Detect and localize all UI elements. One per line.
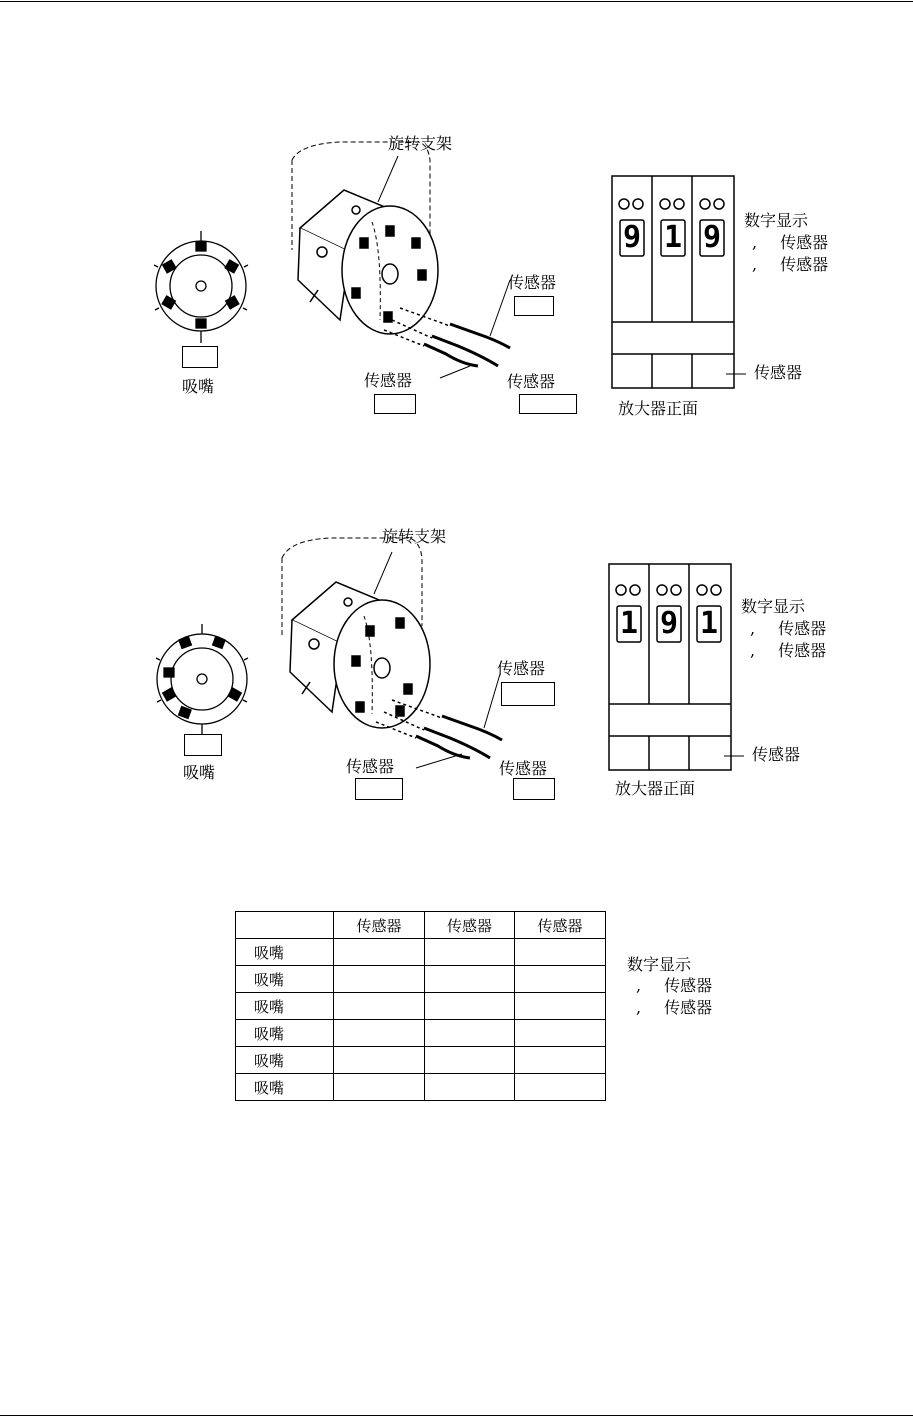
digit-display-1: 1 — [620, 606, 639, 641]
digit-display-2: 9 — [660, 606, 679, 641]
display-line-1: , 传感器 — [750, 619, 827, 638]
digital-display-label: 数字显示 — [744, 211, 809, 230]
display-line-2: , 传感器 — [752, 255, 829, 274]
row-label: 吸嘴 — [236, 939, 334, 966]
table-cell — [334, 939, 425, 966]
sensor-top-box — [514, 296, 554, 316]
table-cell — [425, 939, 515, 966]
table-header-cell: 传感器 — [334, 912, 425, 939]
table-cell — [425, 993, 515, 1020]
nozzle-disk — [154, 231, 248, 343]
sensor-right-label: 传感器 — [499, 759, 548, 778]
amp-sensor-label: 传感器 — [754, 363, 803, 382]
figure-2 — [0, 516, 913, 836]
bottom-rule — [0, 1415, 913, 1416]
amplifier-front — [609, 564, 744, 770]
table-cell — [425, 1047, 515, 1074]
table-cell — [515, 1047, 606, 1074]
table-header-row — [236, 912, 606, 939]
amp-sensor-label: 传感器 — [752, 745, 801, 764]
rotor-body — [298, 190, 438, 334]
nozzle-disk — [156, 624, 248, 736]
nozzle-label: 吸嘴 — [183, 763, 216, 782]
sensor-top-label: 传感器 — [497, 659, 546, 678]
display-line-1: , 传感器 — [752, 233, 829, 252]
display-line-2: , 传感器 — [750, 641, 827, 660]
row-label: 吸嘴 — [236, 1020, 334, 1047]
sensor-left-label: 传感器 — [364, 371, 413, 390]
table-cell — [515, 1074, 606, 1101]
row-label: 吸嘴 — [236, 1074, 334, 1101]
table-digital-display-label: 数字显示 — [627, 955, 692, 974]
figure-1 — [0, 130, 913, 450]
nozzle-box — [184, 734, 222, 756]
table-row — [236, 966, 606, 993]
sensor-top-box — [501, 682, 555, 706]
figure-2-drawing — [0, 516, 913, 836]
table-row — [236, 1020, 606, 1047]
digit-display-3: 9 — [703, 220, 722, 255]
top-rule — [0, 1, 913, 2]
amp-front-label: 放大器正面 — [615, 779, 696, 798]
sensor-right-box — [513, 778, 555, 800]
table-cell — [334, 1047, 425, 1074]
table-header-cell — [236, 912, 334, 939]
table-cell — [334, 993, 425, 1020]
digital-display-label: 数字显示 — [741, 597, 806, 616]
sensor-right-box — [519, 394, 577, 414]
table-row — [236, 939, 606, 966]
sensor-top-label: 传感器 — [508, 273, 557, 292]
amplifier-front — [612, 176, 746, 388]
table-cell — [515, 1020, 606, 1047]
row-label: 吸嘴 — [236, 966, 334, 993]
rotating-bracket-label: 旋转支架 — [388, 134, 453, 153]
table-cell — [334, 1020, 425, 1047]
digit-display-2: 1 — [664, 220, 683, 255]
row-label: 吸嘴 — [236, 993, 334, 1020]
sensor-right-label: 传感器 — [507, 372, 556, 391]
nozzle-box — [182, 346, 218, 368]
table-cell — [334, 1074, 425, 1101]
table-row — [236, 993, 606, 1020]
table-cell — [334, 966, 425, 993]
table-header-cell: 传感器 — [515, 912, 606, 939]
table-row — [236, 1074, 606, 1101]
digit-display-1: 9 — [623, 220, 642, 255]
row-label: 吸嘴 — [236, 1047, 334, 1074]
table-cell — [425, 1020, 515, 1047]
sensor-left-label: 传感器 — [346, 757, 395, 776]
sensor-table — [235, 911, 606, 1101]
table-header-cell: 传感器 — [425, 912, 515, 939]
table-display-line-2: , 传感器 — [636, 998, 713, 1017]
table-cell — [515, 993, 606, 1020]
table-cell — [515, 966, 606, 993]
amp-front-label: 放大器正面 — [618, 399, 699, 418]
figure-1-drawing — [0, 130, 913, 450]
table-cell — [425, 1074, 515, 1101]
nozzle-label: 吸嘴 — [182, 377, 215, 396]
table-display-line-1: , 传感器 — [636, 976, 713, 995]
table-row — [236, 1047, 606, 1074]
sensor-left-box — [355, 778, 403, 800]
digit-display-3: 1 — [700, 606, 719, 641]
table-cell — [425, 966, 515, 993]
rotating-bracket-label: 旋转支架 — [382, 527, 447, 546]
table-cell — [515, 939, 606, 966]
sensor-left-box — [374, 394, 416, 414]
